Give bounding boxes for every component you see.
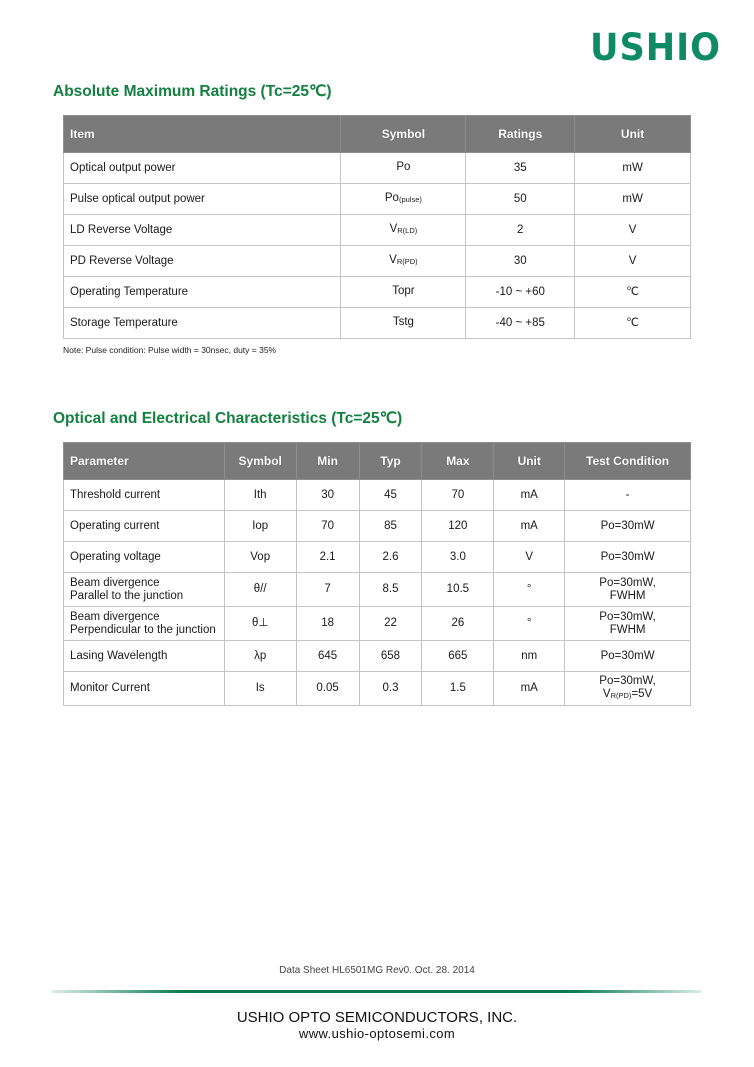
col-header-symbol: Symbol <box>224 443 296 480</box>
col-header-test-condition: Test Condition <box>565 443 691 480</box>
symbol-cell: θ⊥ <box>224 607 296 641</box>
condition-cell: Po=30mW <box>565 641 691 672</box>
rating-cell: 50 <box>466 184 575 215</box>
min-cell: 70 <box>296 511 359 542</box>
parameter-cell: Lasing Wavelength <box>64 641 225 672</box>
col-header-parameter: Parameter <box>64 443 225 480</box>
table-header-row <box>64 443 691 480</box>
oec-section-title: Optical and Electrical Characteristics (Tc=25℃) <box>53 410 403 427</box>
symbol-cell: Topr <box>341 277 466 308</box>
col-header-item: Item <box>64 116 341 153</box>
unit-cell: ℃ <box>575 308 691 339</box>
absolute-maximum-ratings-table <box>63 115 691 339</box>
symbol-cell: Is <box>224 672 296 706</box>
company-name: USHIO OPTO SEMICONDUCTORS, INC. <box>236 1009 518 1026</box>
symbol-cell: Tstg <box>341 308 466 339</box>
min-cell: 30 <box>296 480 359 511</box>
table-row <box>64 607 691 641</box>
item-cell: Optical output power <box>64 153 341 184</box>
symbol-cell: Iop <box>224 511 296 542</box>
max-cell: 665 <box>422 641 494 672</box>
rating-cell: 2 <box>466 215 575 246</box>
typ-cell: 0.3 <box>359 672 422 706</box>
unit-cell: V <box>575 246 691 277</box>
col-header-unit: Unit <box>575 116 691 153</box>
table-row <box>64 277 691 308</box>
unit-cell: ℃ <box>575 277 691 308</box>
unit-cell: ° <box>494 573 565 607</box>
rating-cell: 35 <box>466 153 575 184</box>
symbol-cell: θ// <box>224 573 296 607</box>
col-header-unit: Unit <box>494 443 565 480</box>
pulse-condition-note: Note: Pulse condition: Pulse width = 30nsec, duty = 35% <box>63 345 277 355</box>
min-cell: 18 <box>296 607 359 641</box>
table-row <box>64 511 691 542</box>
col-header-symbol: Symbol <box>341 116 466 153</box>
min-cell: 645 <box>296 641 359 672</box>
table-row <box>64 308 691 339</box>
parameter-cell: Operating current <box>64 511 225 542</box>
typ-cell: 85 <box>359 511 422 542</box>
table-row <box>64 480 691 511</box>
unit-cell: ° <box>494 607 565 641</box>
table-row <box>64 246 691 277</box>
symbol-cell: $V_{R(LD)}$ <box>341 215 466 246</box>
item-cell: Storage Temperature <box>64 308 341 339</box>
symbol-cell: λp <box>224 641 296 672</box>
parameter-cell: Threshold current <box>64 480 225 511</box>
max-cell: 10.5 <box>422 573 494 607</box>
condition-cell: - <box>565 480 691 511</box>
parameter-cell: Monitor Current <box>64 672 225 706</box>
condition-cell: Po=30mW, FWHM <box>565 607 691 641</box>
unit-cell: mA <box>494 480 565 511</box>
table-row <box>64 641 691 672</box>
unit-cell: mW <box>575 184 691 215</box>
symbol-cell: $V_{R(PD)}$ <box>341 246 466 277</box>
max-cell: 3.0 <box>422 542 494 573</box>
unit-cell: V <box>575 215 691 246</box>
item-cell: LD Reverse Voltage <box>64 215 341 246</box>
min-cell: 0.05 <box>296 672 359 706</box>
condition-cell: Po=30mW, FWHM <box>565 573 691 607</box>
item-cell: PD Reverse Voltage <box>64 246 341 277</box>
rating-cell: -40 ~ +85 <box>466 308 575 339</box>
table-row <box>64 215 691 246</box>
condition-cell: Po=30mW, $V_{R(PD)}=5V$ <box>565 672 691 706</box>
max-cell: 26 <box>422 607 494 641</box>
col-header-typ: Typ <box>359 443 422 480</box>
min-cell: 7 <box>296 573 359 607</box>
symbol-cell: Po <box>341 153 466 184</box>
min-cell: 2.1 <box>296 542 359 573</box>
amr-section-title: Absolute Maximum Ratings (Tc=25℃) <box>53 83 332 100</box>
ushio-logo: USHIO <box>590 26 721 69</box>
col-header-max: Max <box>422 443 494 480</box>
typ-cell: 22 <box>359 607 422 641</box>
condition-cell: Po=30mW <box>565 542 691 573</box>
datasheet-revision: Data Sheet HL6501MG Rev0. Oct. 28. 2014 <box>279 965 475 976</box>
company-url[interactable]: www.ushio-optosemi.com <box>298 1026 456 1041</box>
parameter-cell: Beam divergence Perpendicular to the junction <box>64 607 225 641</box>
condition-cell: Po=30mW <box>565 511 691 542</box>
unit-cell: nm <box>494 641 565 672</box>
table-row <box>64 672 691 706</box>
col-header-ratings: Ratings <box>466 116 575 153</box>
table-header-row <box>64 116 691 153</box>
table-row <box>64 542 691 573</box>
typ-cell: 658 <box>359 641 422 672</box>
typ-cell: 2.6 <box>359 542 422 573</box>
table-row <box>64 573 691 607</box>
item-cell: Pulse optical output power <box>64 184 341 215</box>
table-row <box>64 184 691 215</box>
parameter-cell: Operating voltage <box>64 542 225 573</box>
max-cell: 70 <box>422 480 494 511</box>
unit-cell: mW <box>575 153 691 184</box>
typ-cell: 45 <box>359 480 422 511</box>
table-row <box>64 153 691 184</box>
col-header-min: Min <box>296 443 359 480</box>
item-cell: Operating Temperature <box>64 277 341 308</box>
unit-cell: mA <box>494 672 565 706</box>
symbol-cell: Vop <box>224 542 296 573</box>
unit-cell: V <box>494 542 565 573</box>
symbol-cell: Ith <box>224 480 296 511</box>
unit-cell: mA <box>494 511 565 542</box>
parameter-cell: Beam divergence Parallel to the junction <box>64 573 225 607</box>
max-cell: 1.5 <box>422 672 494 706</box>
footer-divider <box>52 990 702 993</box>
symbol-cell: $Po_{(pulse)}$ <box>341 184 466 215</box>
rating-cell: 30 <box>466 246 575 277</box>
max-cell: 120 <box>422 511 494 542</box>
rating-cell: -10 ~ +60 <box>466 277 575 308</box>
optical-electrical-characteristics-table <box>63 442 691 706</box>
typ-cell: 8.5 <box>359 573 422 607</box>
